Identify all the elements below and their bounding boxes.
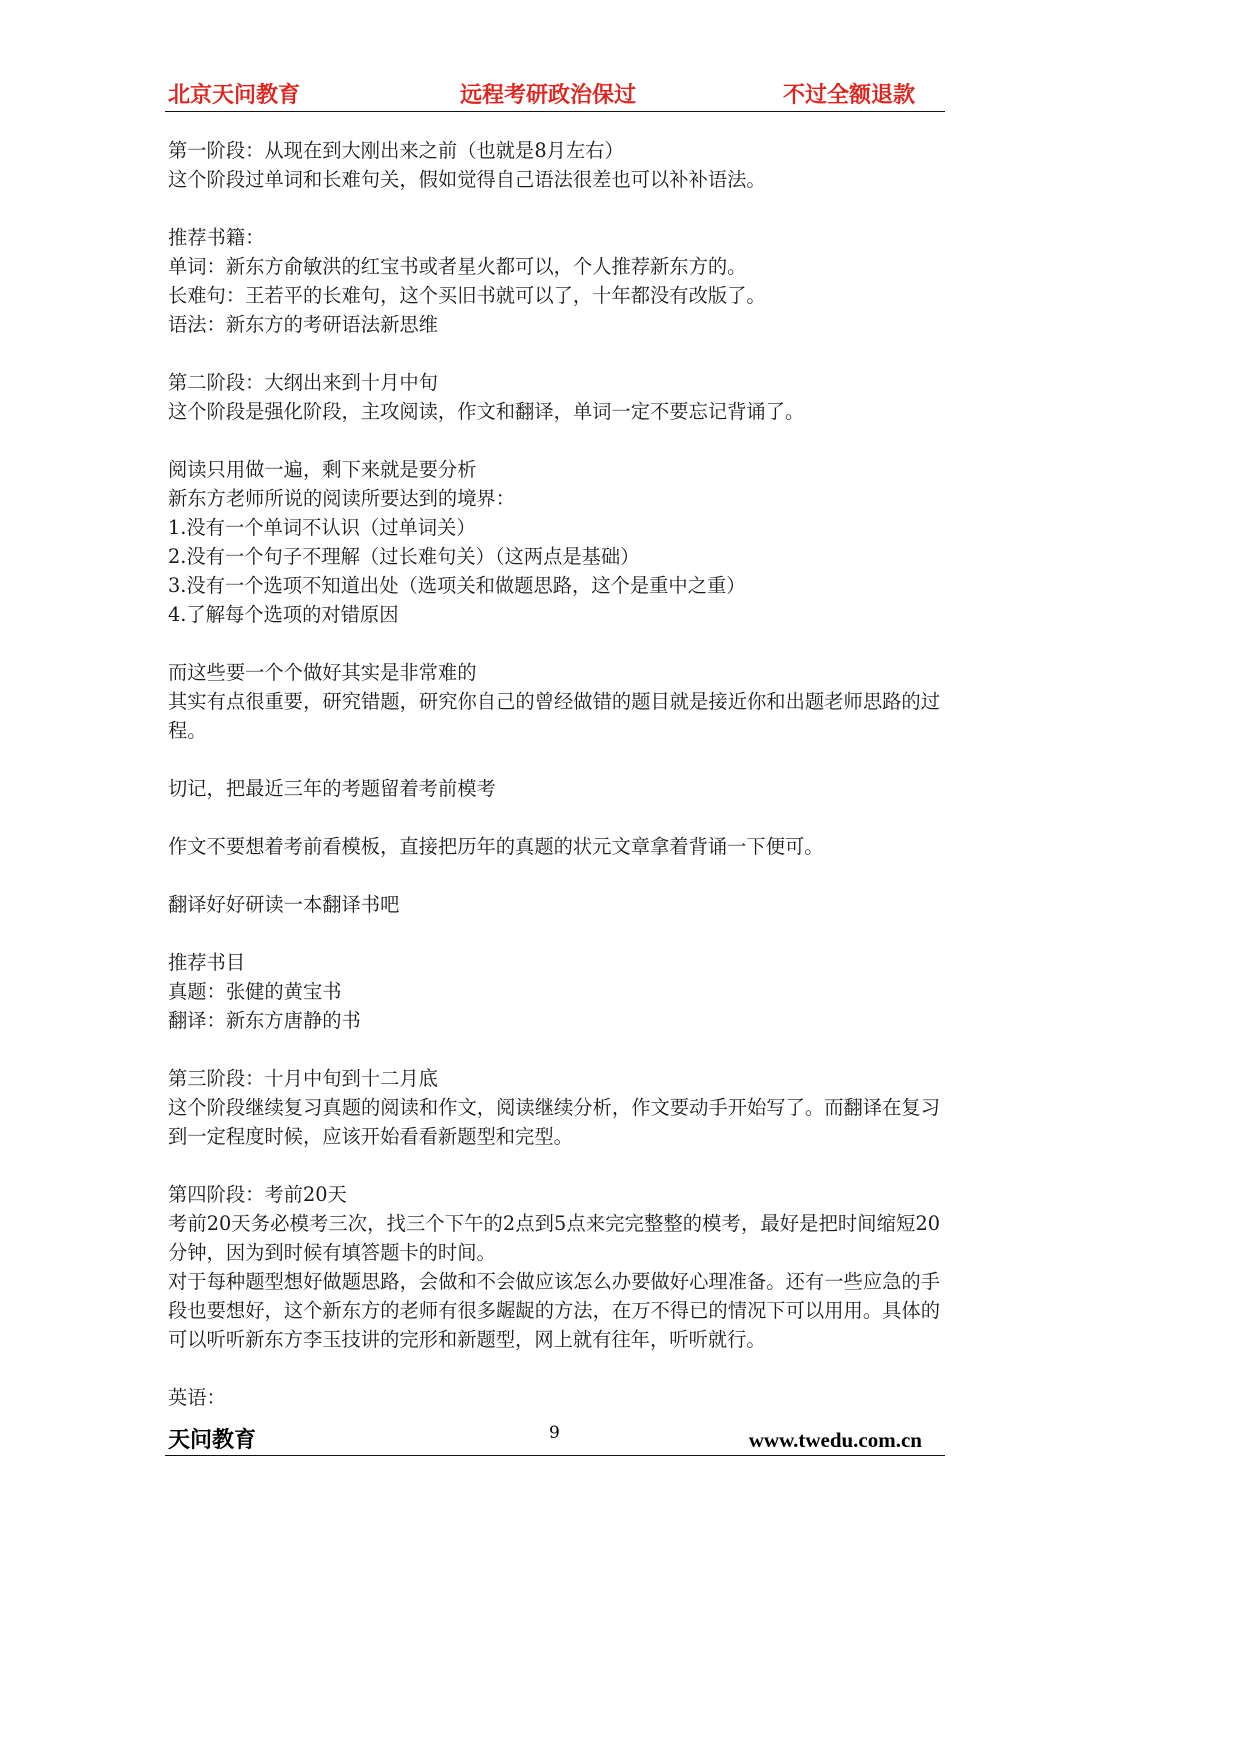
stage-4-text-line-4: 段也要想好，这个新东方的老师有很多龌龊的方法，在万不得已的情况下可以用用。具体的 <box>168 1299 940 1323</box>
book-past-papers: 真题：张健的黄宝书 <box>168 979 342 1003</box>
error-review-line-1: 而这些要一个个做好其实是非常难的 <box>168 660 477 684</box>
stage-3-text-line-2: 到一定程度时候，应该开始看看新题型和完型。 <box>168 1125 573 1149</box>
paragraph-translation-tip <box>168 890 940 919</box>
book-translation: 翻译：新东方唐静的书 <box>168 1008 361 1032</box>
paragraph-stage-1 <box>168 136 940 194</box>
reading-goals-intro: 新东方老师所说的阅读所要达到的境界： <box>168 486 516 510</box>
reading-note: 阅读只用做一遍，剩下来就是要分析 <box>168 457 477 481</box>
english-heading: 英语： <box>168 1386 226 1410</box>
paragraph-error-review <box>168 658 940 745</box>
writing-tip: 作文不要想着考前看模板，直接把历年的真题的状元文章拿着背诵一下便可。 <box>168 834 824 858</box>
paragraph-mock-exam-tip <box>168 774 940 803</box>
translation-tip: 翻译好好研读一本翻译书吧 <box>168 892 400 916</box>
reading-goal-4: 4.了解每个选项的对错原因 <box>168 602 399 626</box>
stage-1-text: 这个阶段过单词和长难句关，假如觉得自己语法很差也可以补补语法。 <box>168 167 766 191</box>
error-review-line-2: 其实有点很重要，研究错题，研究你自己的曾经做错的题目就是接近你和出题老师思路的过 <box>168 689 940 713</box>
stage-4-text-line-5: 可以听听新东方李玉技讲的完形和新题型，网上就有往年，听听就行。 <box>168 1328 766 1352</box>
stage-1-heading: 第一阶段：从现在到大刚出来之前（也就是8月左右） <box>168 138 624 162</box>
document-body <box>168 136 940 1442</box>
mock-exam-tip: 切记，把最近三年的考题留着考前模考 <box>168 776 496 800</box>
stage-2-text: 这个阶段是强化阶段，主攻阅读，作文和翻译，单词一定不要忘记背诵了。 <box>168 399 805 423</box>
book-long-sentences: 长难句：王若平的长难句，这个买旧书就可以了，十年都没有改版了。 <box>168 283 766 307</box>
reading-goal-1: 1.没有一个单词不认识（过单词关） <box>168 515 476 539</box>
stage-4-text-line-2: 分钟，因为到时候有填答题卡的时间。 <box>168 1241 496 1265</box>
paragraph-reading-goals <box>168 455 940 629</box>
header-divider <box>165 111 945 112</box>
paragraph-recommended-books-2 <box>168 948 940 1035</box>
stage-2-heading: 第二阶段：大纲出来到十月中旬 <box>168 370 438 394</box>
footer-brand: 天问教育 <box>168 1427 257 1453</box>
reading-goal-2: 2.没有一个句子不理解（过长难句关）（这两点是基础） <box>168 544 640 568</box>
stage-4-heading: 第四阶段：考前20天 <box>168 1183 347 1207</box>
paragraph-writing-tip <box>168 832 940 861</box>
book-grammar: 语法：新东方的考研语法新思维 <box>168 312 438 336</box>
book-vocabulary: 单词：新东方俞敏洪的红宝书或者星火都可以，个人推荐新东方的。 <box>168 254 747 278</box>
stage-3-heading: 第三阶段：十月中旬到十二月底 <box>168 1067 438 1090</box>
footer-website: www.twedu.com.cn <box>748 1428 922 1452</box>
paragraph-stage-2 <box>168 368 940 426</box>
stage-3-text-line-1: 这个阶段继续复习真题的阅读和作文，阅读继续分析，作文要动手开始写了。而翻译在复习 <box>168 1096 940 1120</box>
page-number: 9 <box>549 1423 560 1443</box>
paragraph-english <box>168 1383 940 1412</box>
reading-goal-3: 3.没有一个选项不知道出处（选项关和做题思路，这个是重中之重） <box>168 573 746 597</box>
paragraph-stage-4 <box>168 1180 940 1354</box>
header-slogan: 远程考研政治保过 <box>460 82 637 108</box>
footer-divider <box>165 1455 945 1456</box>
stage-4-text-line-1: 考前20天务必模考三次，找三个下午的2点到5点来完完整整的模考，最好是把时间缩短20 <box>168 1212 940 1236</box>
header-brand: 北京天问教育 <box>168 82 301 108</box>
error-review-line-3: 程。 <box>168 718 207 742</box>
header-guarantee: 不过全额退款 <box>783 82 916 108</box>
paragraph-stage-3 <box>168 1064 940 1151</box>
stage-4-text-line-3: 对于每种题型想好做题思路，会做和不会做应该怎么办要做好心理准备。还有一些应急的手 <box>168 1270 940 1294</box>
recommended-books-heading: 推荐书籍： <box>168 225 265 249</box>
recommended-books-heading-2: 推荐书目 <box>168 950 246 974</box>
paragraph-recommended-books-1 <box>168 223 940 339</box>
